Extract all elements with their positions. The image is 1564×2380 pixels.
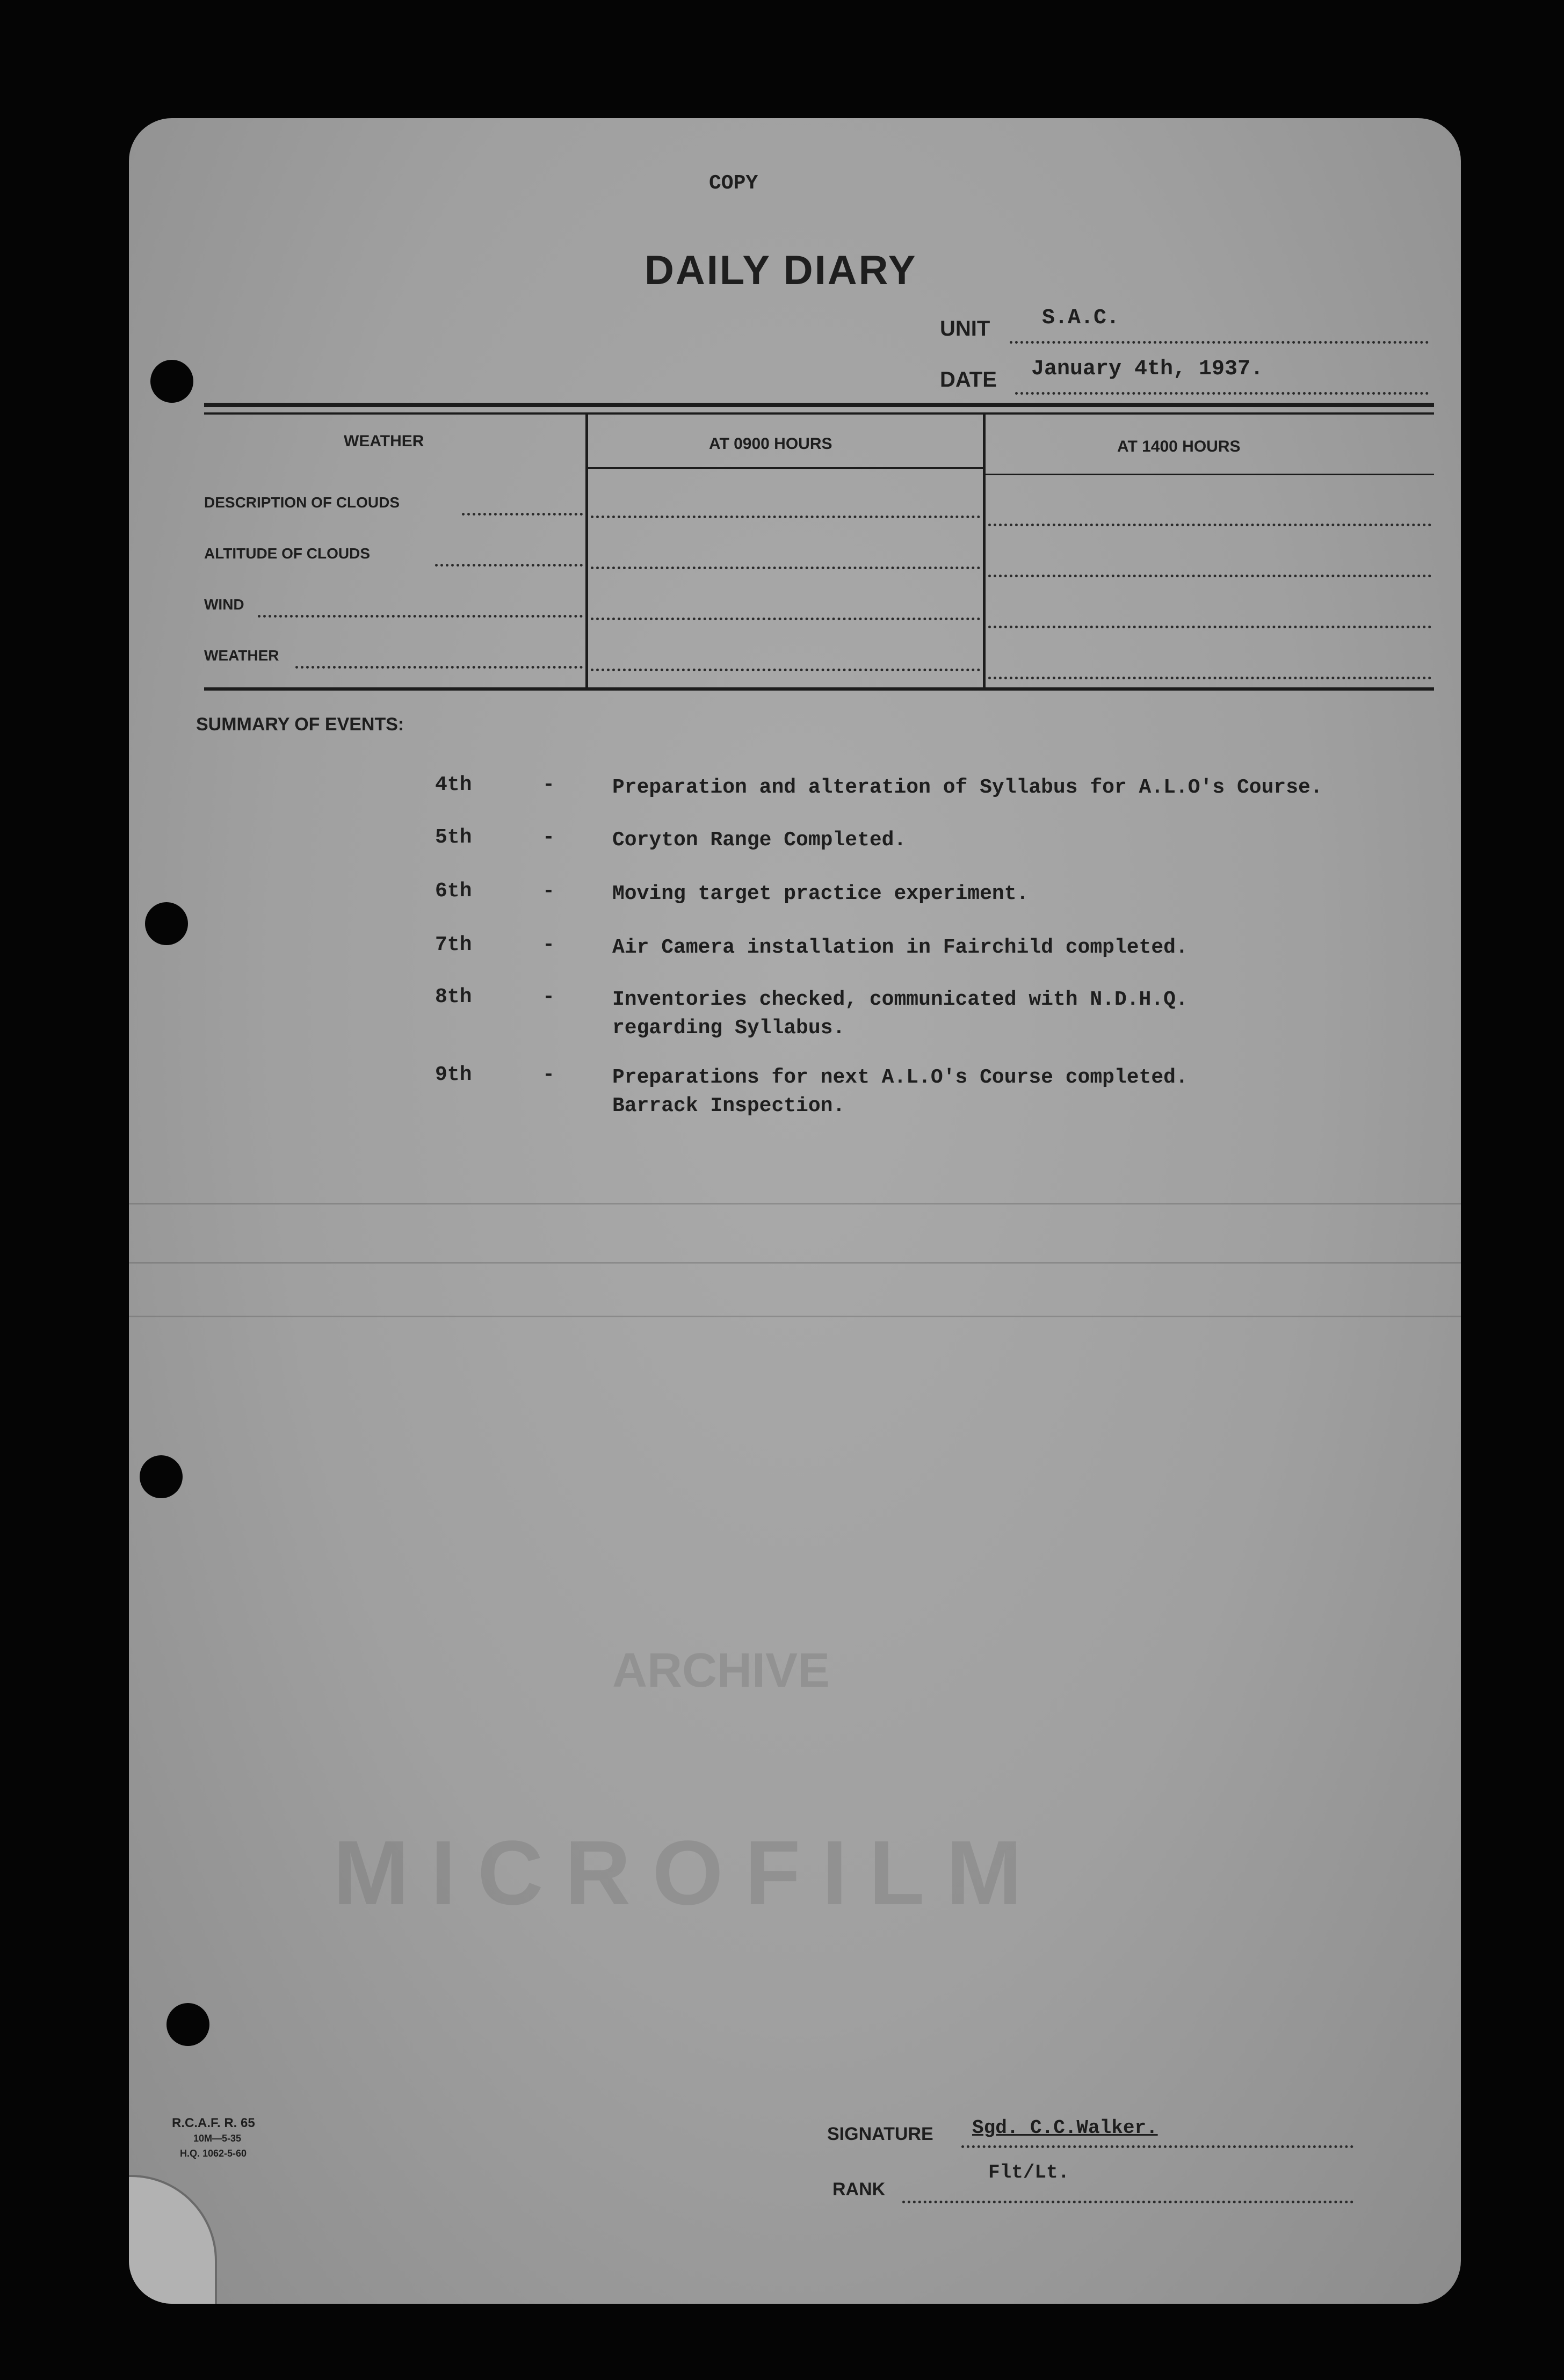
event-text: Moving target practice experiment. [612, 882, 1029, 905]
event-text: Air Camera installation in Fairchild completed. [612, 936, 1188, 959]
event-day: 5th [435, 826, 472, 849]
weather-header: WEATHER [344, 432, 424, 450]
header-underline [986, 474, 1434, 475]
ruled-line [129, 1316, 1461, 1317]
col-header-0900: AT 0900 HOURS [709, 435, 832, 453]
table-top-rule-thin [204, 412, 1434, 415]
event-text: regarding Syllabus. [612, 1017, 845, 1040]
summary-label: SUMMARY OF EVENTS: [196, 714, 404, 735]
cell-line-0900 [591, 567, 980, 569]
ruled-line [129, 1262, 1461, 1264]
row-label-wind: WIND [204, 596, 244, 613]
cell-line-1400 [988, 677, 1431, 679]
row-label-altitude-of-clouds: ALTITUDE OF CLOUDS [204, 545, 371, 562]
rank-line [902, 2201, 1353, 2203]
table-top-rule [204, 403, 1434, 407]
cell-line-1400 [988, 575, 1431, 577]
event-text: Inventories checked, communicated with N.D.H.Q. [612, 988, 1188, 1011]
row-dotline [462, 513, 583, 516]
event-day: 9th [435, 1063, 472, 1086]
binder-hole-4 [166, 2003, 209, 2046]
form-code: 10M—5-35 [193, 2133, 242, 2144]
header-underline [588, 467, 983, 469]
cell-line-1400 [988, 626, 1431, 628]
event-dash: - [542, 826, 555, 849]
row-dotline [435, 564, 583, 567]
unit-value: S.A.C. [1042, 306, 1120, 330]
event-day: 8th [435, 985, 472, 1008]
cell-line-1400 [988, 524, 1431, 526]
cell-line-0900 [591, 669, 980, 671]
faint-stamp-mark: MICROFILM [333, 1822, 1044, 1924]
diary-page [129, 118, 1461, 2304]
rank-value: Flt/Lt. [988, 2161, 1070, 2183]
event-dash: - [542, 985, 555, 1008]
row-dotline [258, 615, 583, 618]
form-code: R.C.A.F. R. 65 [172, 2116, 255, 2130]
form-code: H.Q. 1062-5-60 [180, 2148, 247, 2159]
rank-label: RANK [832, 2179, 886, 2200]
table-divider [983, 412, 986, 688]
curled-corner [129, 2175, 217, 2304]
event-dash: - [542, 880, 555, 903]
unit-line [1010, 341, 1429, 344]
page-title: DAILY DIARY [645, 248, 917, 293]
date-line [1015, 392, 1429, 395]
signature-line [961, 2145, 1353, 2148]
event-text: Coryton Range Completed. [612, 829, 907, 852]
event-day: 7th [435, 933, 472, 956]
event-day: 4th [435, 773, 472, 796]
row-label-description-of-clouds: DESCRIPTION OF CLOUDS [204, 494, 400, 511]
binder-hole-1 [150, 360, 193, 403]
row-label-weather: WEATHER [204, 647, 279, 664]
event-dash: - [542, 1063, 555, 1086]
event-day: 6th [435, 880, 472, 903]
table-bottom-rule [204, 687, 1434, 691]
binder-hole-2 [145, 902, 188, 945]
copy-mark: COPY [709, 172, 758, 195]
row-dotline [295, 666, 583, 669]
signature-value: Sgd. C.C.Walker. [972, 2117, 1158, 2139]
event-text: Preparation and alteration of Syllabus for A.L.O's Course. [612, 776, 1323, 799]
cell-line-0900 [591, 618, 980, 620]
col-header-1400: AT 1400 HOURS [1117, 438, 1241, 455]
ruled-line [129, 1203, 1461, 1204]
faint-stamp-mark: ARCHIVE [612, 1644, 830, 1697]
event-dash: - [542, 933, 555, 956]
binder-hole-3 [140, 1455, 183, 1498]
table-divider [585, 412, 588, 688]
event-text: Barrack Inspection. [612, 1094, 845, 1118]
date-label: DATE [940, 368, 997, 391]
cell-line-0900 [591, 516, 980, 518]
event-text: Preparations for next A.L.O's Course completed. [612, 1066, 1188, 1089]
signature-label: SIGNATURE [827, 2124, 933, 2144]
event-dash: - [542, 773, 555, 796]
date-value: January 4th, 1937. [1031, 357, 1264, 381]
unit-label: UNIT [940, 317, 990, 340]
